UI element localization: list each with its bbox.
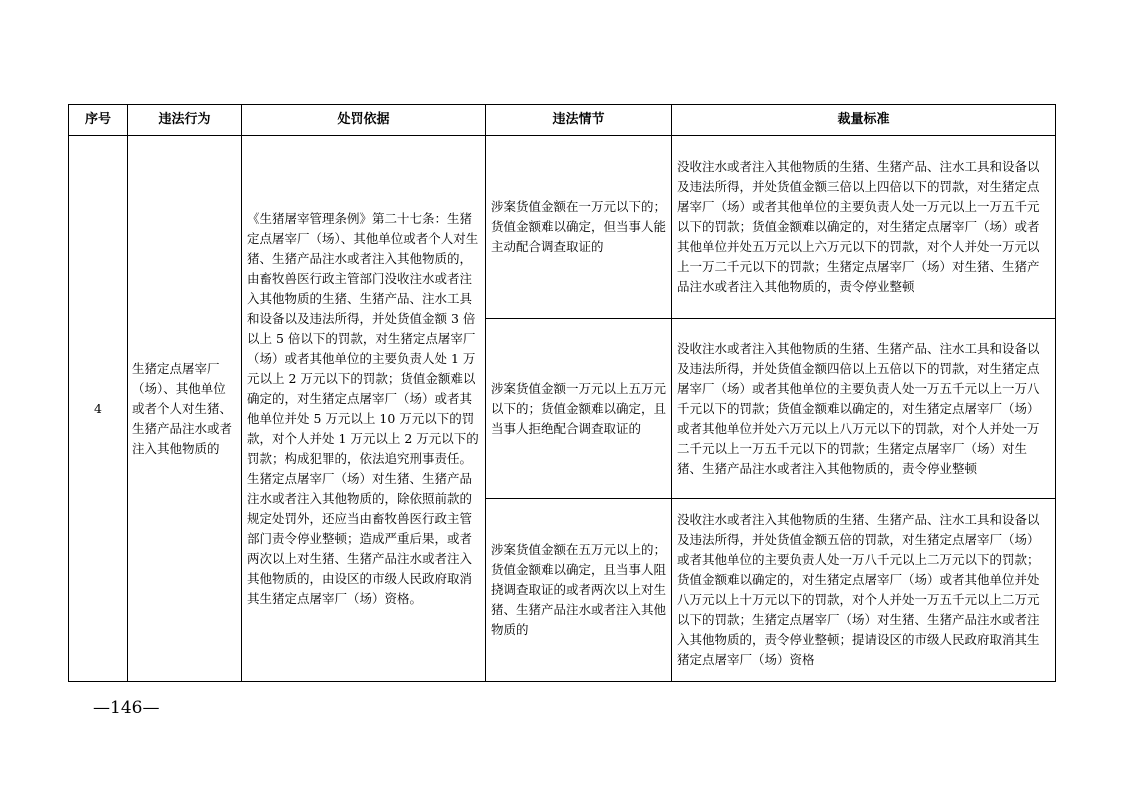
situation-text: 涉案货值金额在一万元以下的；货值金额难以确定，但当事人能主动配合调查取证的 [491, 199, 667, 254]
situation-cell-1 [486, 136, 672, 319]
penalty-table [68, 104, 1056, 682]
situation-text: 涉案货值金额一万元以上五万元以下的；货值金额难以确定，且当事人拒绝配合调查取证的 [491, 380, 667, 436]
basis-paragraph-1: 《生猪屠宰管理条例》第二十七条：生猪定点屠宰厂（场）、其他单位或者个人对生猪、生猪产品注水或者注入其他物质的，由畜牧兽医行政主管部门没收注水或者注入其他物质的生猪、生猪产品、注水工具和设备以及违法所得，并处货值金额 3 倍以上 5 倍以下的罚款，对生猪定点屠宰厂（场）或者其他单位的主要负责人处 1 万元以上 2 万元以下的罚款；货值金额难以确定的，对生猪定点屠宰厂（场）或者其他单位并处 5 万元以上 10 万元以下的罚款，对个人并处 1 万元以上 2 万元以下的罚款；构成犯罪的，依法追究刑事责任。 [247, 210, 479, 466]
standard-cell-1 [672, 136, 1056, 319]
header-violation: 违法行为 [128, 105, 242, 136]
standard-text: 没收注水或者注入其他物质的生猪、生猪产品、注水工具和设备以及违法所得，并处货值金额五倍的罚款，对生猪定点屠宰厂（场）或者其他单位的主要负责人处一万八千元以上二万元以下的罚款；货值金额难以确定的，对生猪定点屠宰厂（场）或者其他单位并处八万元以上十万元以下的罚款，对个人并处一万五千元以上二万元以下的罚款；生猪定点屠宰厂（场）对生猪、生猪产品注水或者注入其他物质的，责令停业整顿；提请设区的市级人民政府取消其生猪定点屠宰厂（场）资格 [677, 512, 1040, 667]
header-index: 序号 [69, 105, 128, 136]
standard-text: 没收注水或者注入其他物质的生猪、生猪产品、注水工具和设备以及违法所得，并处货值金额四倍以上五倍以下的罚款，对生猪定点屠宰厂（场）或者其他单位的主要负责人处一万五千元以上一万八千元以下的罚款；货值金额难以确定的，对生猪定点屠宰厂（场）或者其他单位并处六万元以上八万元以下的罚款，对个人并处一万二千元以上一万五千元以下的罚款；生猪定点屠宰厂（场）对生猪、生猪产品注水或者注入其他物质的，责令停业整顿 [677, 340, 1040, 476]
standard-cell-3 [672, 499, 1056, 682]
violation-cell [128, 136, 242, 682]
violation-text: 生猪定点屠宰厂（场）、其他单位或者个人对生猪、生猪产品注水或者注入其他物质的 [132, 360, 233, 456]
situation-cell-3 [486, 499, 672, 682]
header-situation: 违法情节 [486, 105, 672, 136]
situation-text: 涉案货值金额在五万元以上的；货值金额难以确定，且当事人阻挠调查取证的或者两次以上对生猪、生猪产品注水或者注入其他物质的 [491, 542, 667, 637]
page-number: —146— [93, 698, 160, 718]
table-header-row [69, 105, 1056, 136]
basis-paragraph-2: 生猪定点屠宰厂（场）对生猪、生猪产品注水或者注入其他物质的，除依照前款的规定处罚外，还应当由畜牧兽医行政主管部门责令停业整顿；造成严重后果，或者两次以上对生猪、生猪产品注水或者注入其他物质的，由设区的市级人民政府取消其生猪定点屠宰厂（场）资格。 [247, 470, 473, 606]
standard-text: 没收注水或者注入其他物质的生猪、生猪产品、注水工具和设备以及违法所得，并处货值金额三倍以上四倍以下的罚款，对生猪定点屠宰厂（场）或者其他单位的主要负责人处一万元以上一万五千元以下的罚款；货值金额难以确定的，对生猪定点屠宰厂（场）或者其他单位并处五万元以上六万元以下的罚款，对个人并处一万元以上一万二千元以下的罚款；生猪定点屠宰厂（场）对生猪、生猪产品注水或者注入其他物质的，责令停业整顿 [677, 159, 1040, 294]
basis-cell [242, 136, 486, 682]
situation-cell-2 [486, 319, 672, 499]
standard-cell-2 [672, 319, 1056, 499]
table-row [69, 136, 1056, 319]
row-number: 4 [69, 136, 128, 682]
header-standard: 裁量标准 [672, 105, 1056, 136]
header-basis: 处罚依据 [242, 105, 486, 136]
